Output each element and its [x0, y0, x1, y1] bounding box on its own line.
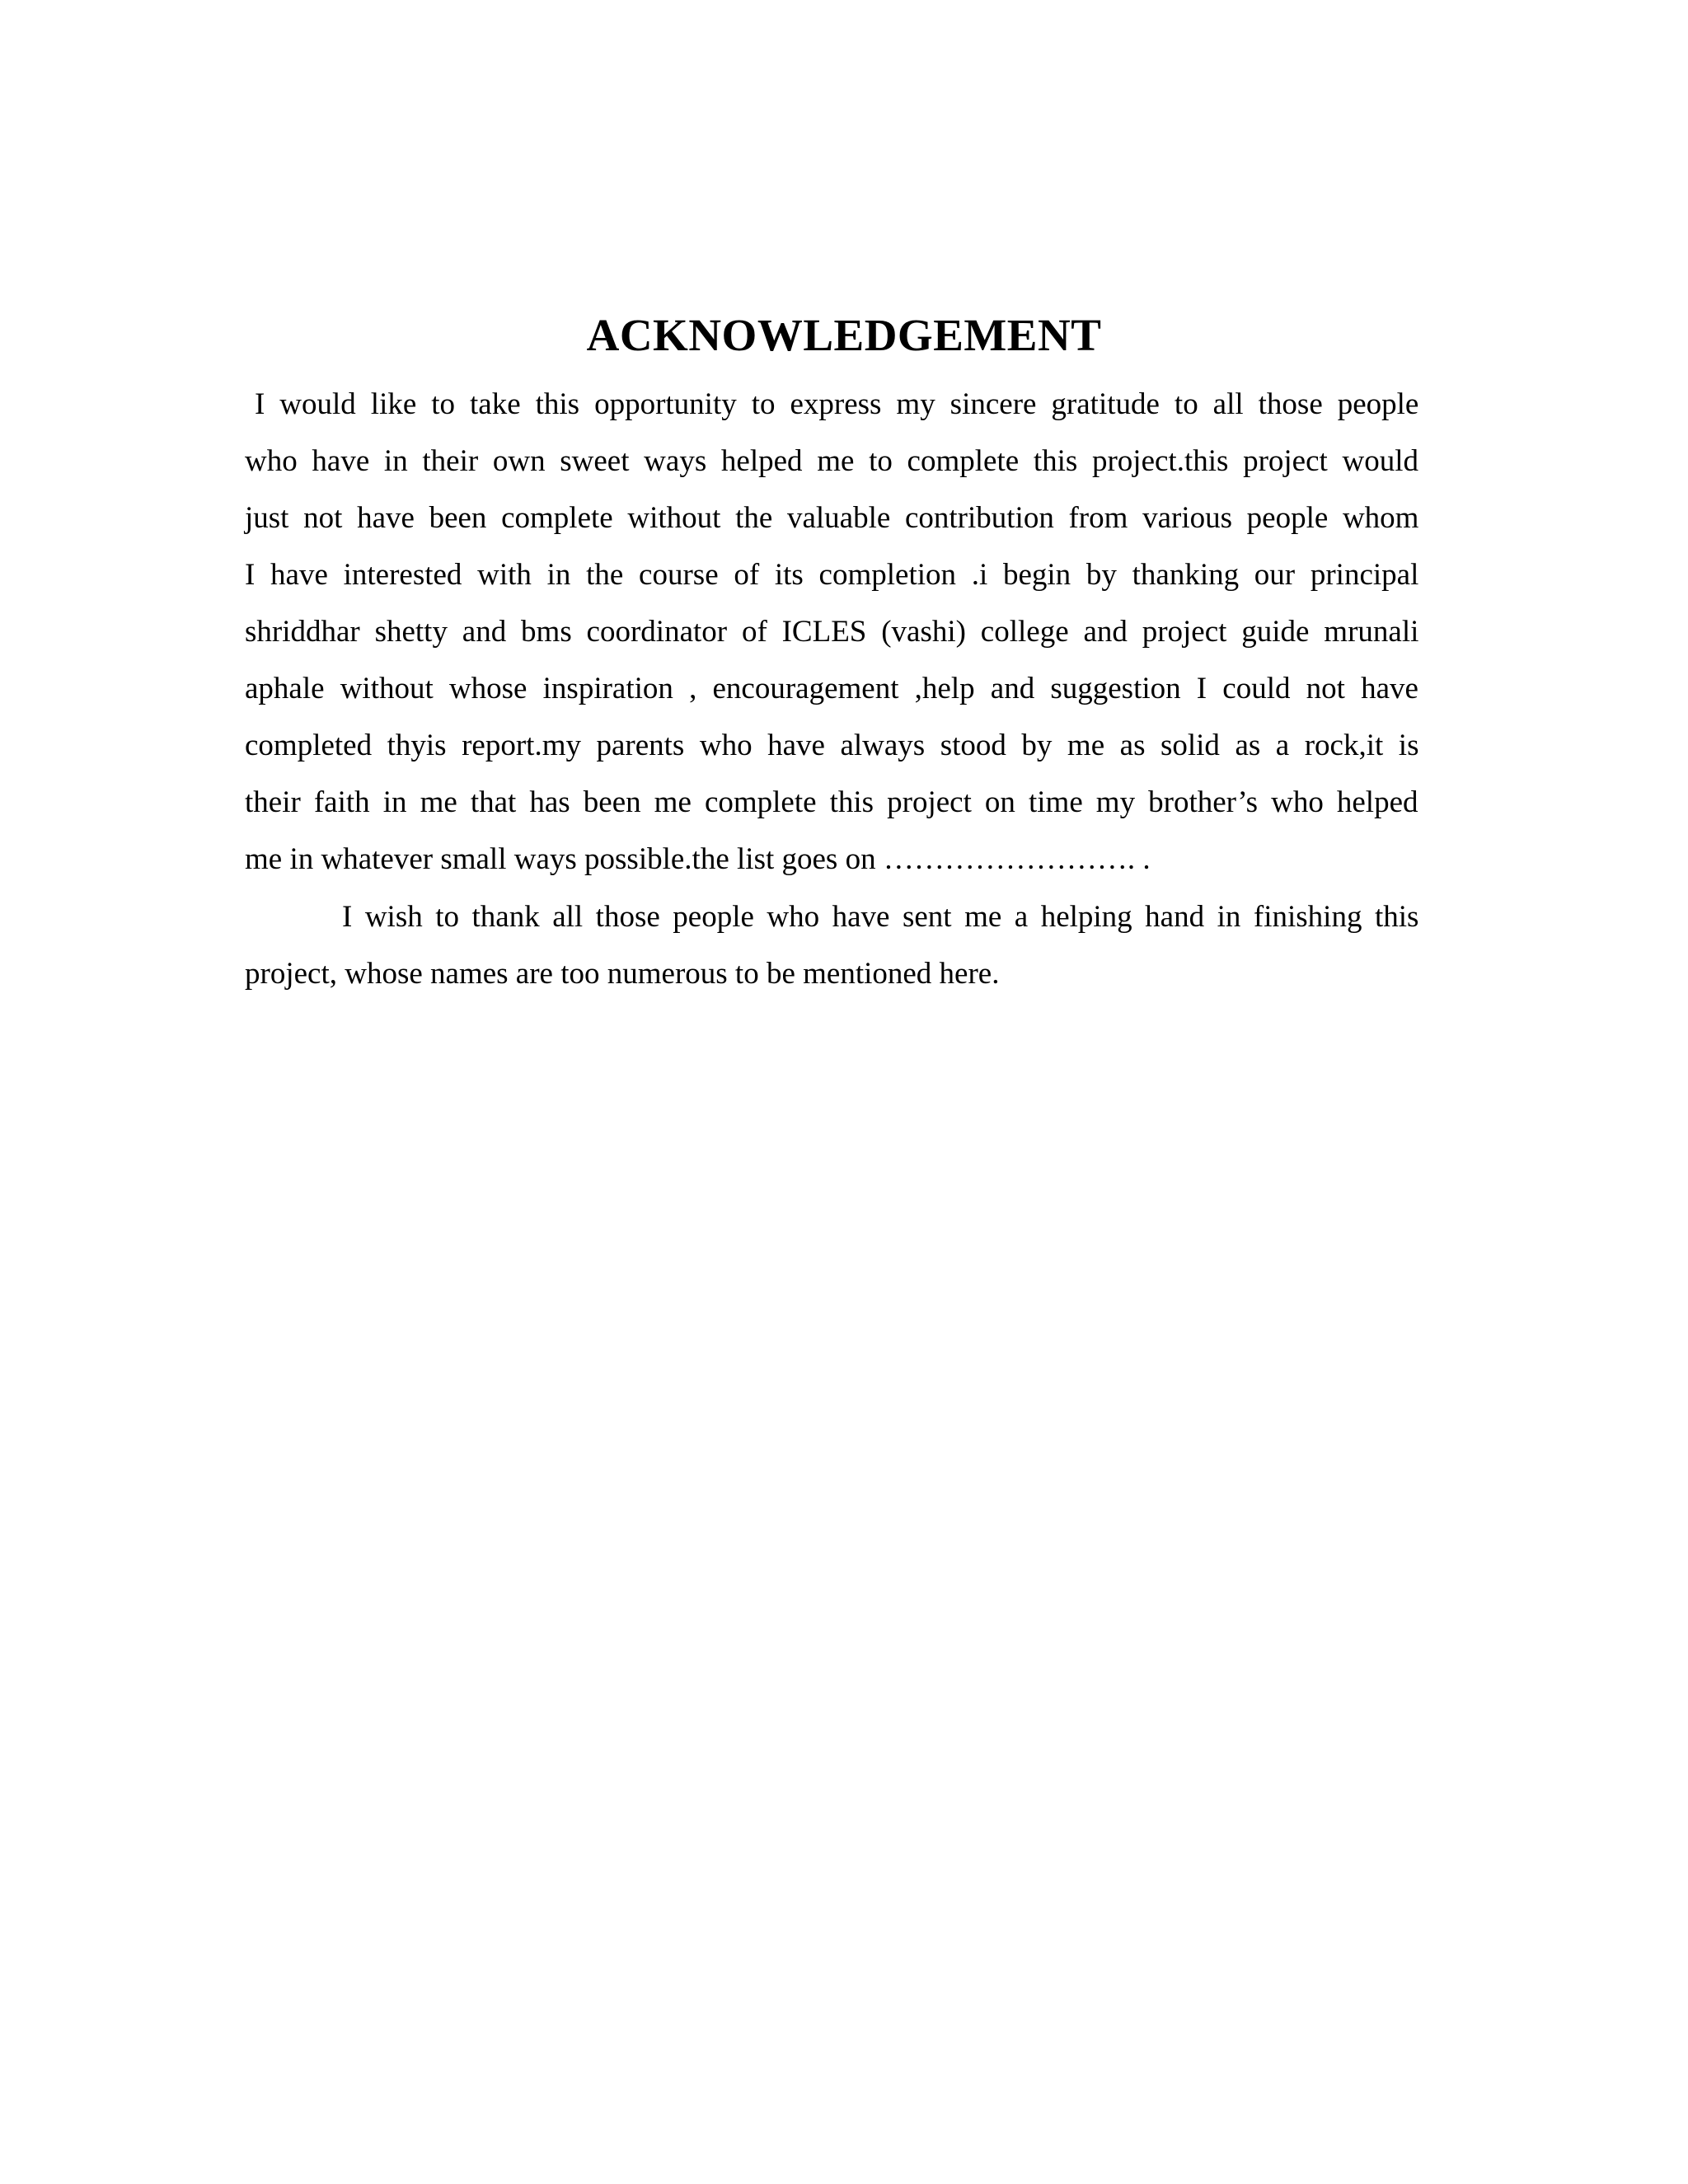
acknowledgement-paragraph-1 — [245, 376, 1418, 888]
acknowledgement-paragraph-2 — [245, 888, 1418, 1002]
paragraph-line: project, whose names are too numerous to be mentioned here. — [245, 957, 1000, 991]
paragraph-line: shriddhar shetty and bms coordinator of ICLES (vashi) college and project guide mrunali — [245, 615, 1419, 649]
paragraph-line: I would like to take this opportunity to express my sincere gratitude to all those people — [255, 387, 1419, 421]
paragraph-line: aphale without whose inspiration , encouragement ,help and suggestion I could not have — [245, 672, 1418, 705]
page-title: ACKNOWLEDGEMENT — [586, 310, 1102, 360]
paragraph-line: their faith in me that has been me complete this project on time my brother’s who helped — [245, 785, 1418, 819]
paragraph-line: completed thyis report.my parents who have always stood by me as solid as a rock,it is — [245, 729, 1419, 762]
paragraph-line: me in whatever small ways possible.the list goes on ……………………. . — [245, 842, 1151, 876]
paragraph-line: I have interested with in the course of its completion .i begin by thanking our principal — [245, 558, 1419, 592]
paragraph-line: I wish to thank all those people who have sent me a helping hand in finishing this — [342, 900, 1419, 934]
paragraph-line: who have in their own sweet ways helped me to complete this project.this project would — [245, 444, 1418, 478]
paragraph-line: just not have been complete without the valuable contribution from various people whom — [245, 501, 1419, 535]
